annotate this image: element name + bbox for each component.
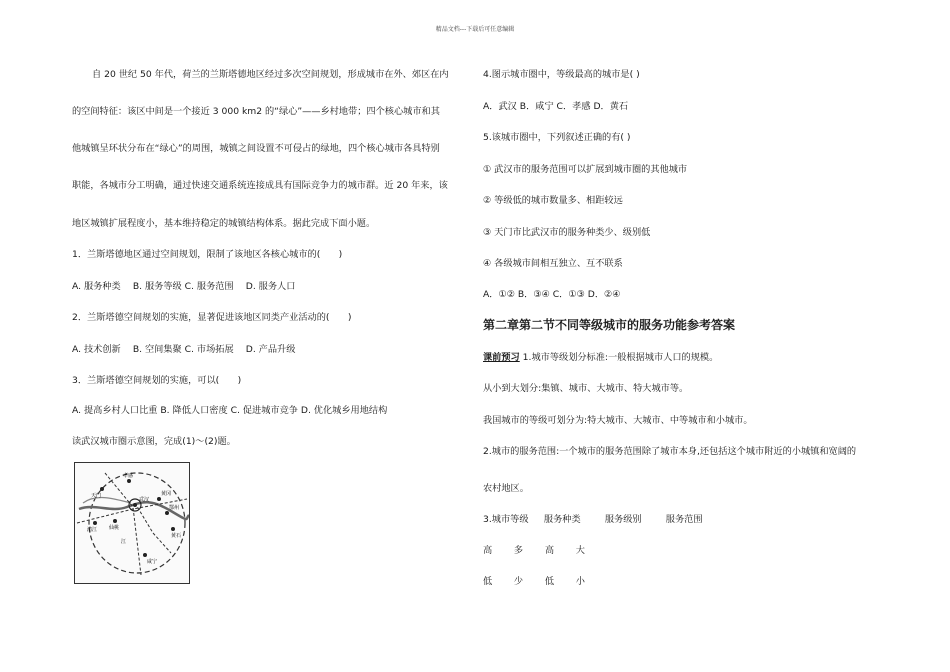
map-label: 武汉 bbox=[139, 497, 150, 503]
pre-study-label: 课前预习 bbox=[483, 352, 520, 363]
question-2-options: A. 技术创新 B. 空间集聚 C. 市场拓展 D. 产品升级 bbox=[72, 344, 296, 355]
answer-2: 2.城市的服务范围:一个城市的服务范围除了城市本身,还包括这个城市附近的小城镇和宽阔的 bbox=[483, 446, 857, 457]
answer-1c: 我国城市的等级可划分为:特大城市、大城市、中等城市和小城市。 bbox=[483, 415, 753, 426]
table-cell: 服务级别 bbox=[604, 514, 642, 525]
table-cell: 少 bbox=[513, 576, 524, 587]
answer-3-row bbox=[483, 576, 604, 588]
map-graphic bbox=[75, 463, 189, 583]
question-3-options: A. 提高乡村人口比重 B. 降低人口密度 C. 促进城市竞争 D. 优化城乡用地结构 bbox=[72, 405, 388, 416]
map-label: 孝感 bbox=[123, 473, 134, 479]
question-1-options: A. 服务种类 B. 服务等级 C. 服务范围 D. 服务人口 bbox=[72, 281, 296, 292]
tianmen-marker bbox=[100, 487, 104, 491]
map-label: 黄石 bbox=[171, 533, 182, 539]
table-cell: 3.城市等级 bbox=[483, 514, 529, 525]
ezhou-marker bbox=[165, 511, 169, 515]
page-header: 精品文档---下载后可任意编辑 bbox=[435, 26, 515, 33]
passage-line: 自 20 世纪 50 年代，荷兰的兰斯塔德地区经过多次空间规划，形成城市在外、郊区在内 bbox=[92, 69, 449, 80]
answer-3-header-row bbox=[483, 514, 724, 526]
map-label: 黄冈 bbox=[161, 491, 172, 497]
passage-line: 地区城镇扩展程度小，基本维持稳定的城镇结构体系。据此完成下面小题。 bbox=[72, 218, 376, 229]
question-5: 5.该城市圈中，下列叙述正确的有( ) bbox=[483, 132, 631, 143]
table-cell: 小 bbox=[575, 576, 585, 587]
xianning-marker bbox=[143, 553, 147, 557]
railway-line bbox=[105, 473, 141, 575]
railway-line bbox=[135, 503, 171, 553]
huanggang-marker bbox=[157, 497, 161, 501]
qianjiang-marker bbox=[93, 521, 97, 525]
answer-1-line bbox=[483, 352, 718, 364]
question-4-options: A．武汉 B．咸宁 C．孝感 D．黄石 bbox=[483, 101, 629, 112]
table-cell: 高 bbox=[544, 545, 555, 556]
question-5-options: A．①② B．③④ C．①③ D．②④ bbox=[483, 289, 621, 300]
table-cell: 服务种类 bbox=[543, 514, 581, 525]
map-label: 咸宁 bbox=[147, 559, 158, 565]
answer-3-row bbox=[483, 545, 604, 557]
answer-title: 第二章第二节不同等级城市的服务功能参考答案 bbox=[483, 318, 736, 332]
map-intro: 读武汉城市圈示意图，完成(1)～(2)题。 bbox=[72, 436, 236, 447]
xiantao-marker bbox=[113, 519, 117, 523]
question-4: 4.图示城市圈中，等级最高的城市是( ) bbox=[483, 69, 640, 80]
passage-line: 的空间特征：该区中间是一个接近 3 000 km2 的“绿心”——乡村地带；四个核心城市和其 bbox=[72, 106, 440, 117]
wuhan-city-circle-map bbox=[74, 462, 190, 584]
answer-1b: 从小到大划分:集镇、城市、大城市、特大城市等。 bbox=[483, 383, 689, 394]
map-label: 仙桃 bbox=[109, 525, 120, 531]
table-cell: 服务范围 bbox=[665, 514, 703, 525]
answer-1-text: 1.城市等级划分标准:一般根据城市人口的规模。 bbox=[522, 352, 719, 363]
passage-line: 职能，各城市分工明确，通过快速交通系统连接成具有国际竞争力的城市群。近 20 年来，该 bbox=[72, 180, 448, 191]
passage-line: 他城镇呈环状分布在“绿心”的周围，城镇之间设置不可侵占的绿地，四个核心城市各具特别 bbox=[72, 143, 440, 154]
table-cell: 低 bbox=[544, 576, 555, 587]
table-cell: 高 bbox=[483, 545, 493, 556]
question-2: 2．兰斯塔德空间规划的实施，显著促进该地区同类产业活动的( ) bbox=[72, 312, 352, 323]
map-label: 江 bbox=[121, 539, 127, 545]
huangshi-marker bbox=[171, 527, 175, 531]
question-1: 1．兰斯塔德地区通过空间规划，限制了该地区各核心城市的( ) bbox=[72, 249, 343, 260]
table-cell: 大 bbox=[575, 545, 585, 556]
map-label: 鄂州 bbox=[169, 505, 180, 511]
wuhan-city-dot bbox=[133, 503, 137, 507]
answer-2b: 农村地区。 bbox=[483, 483, 529, 494]
xiaogan-marker bbox=[127, 479, 131, 483]
statement-item: ① 武汉市的服务范围可以扩展到城市圈的其他城市 bbox=[483, 164, 688, 175]
map-label: 天门 bbox=[91, 493, 102, 499]
table-cell: 多 bbox=[513, 545, 524, 556]
statement-item: ④ 各级城市间相互独立、互不联系 bbox=[483, 258, 623, 269]
table-cell: 低 bbox=[483, 576, 493, 587]
statement-item: ③ 天门市比武汉市的服务种类少、级别低 bbox=[483, 227, 651, 238]
statement-item: ② 等级低的城市数量多、相距较远 bbox=[483, 195, 623, 206]
question-3: 3．兰斯塔德空间规划的实施，可以( ) bbox=[72, 375, 242, 386]
map-label: 潜江 bbox=[87, 527, 98, 533]
